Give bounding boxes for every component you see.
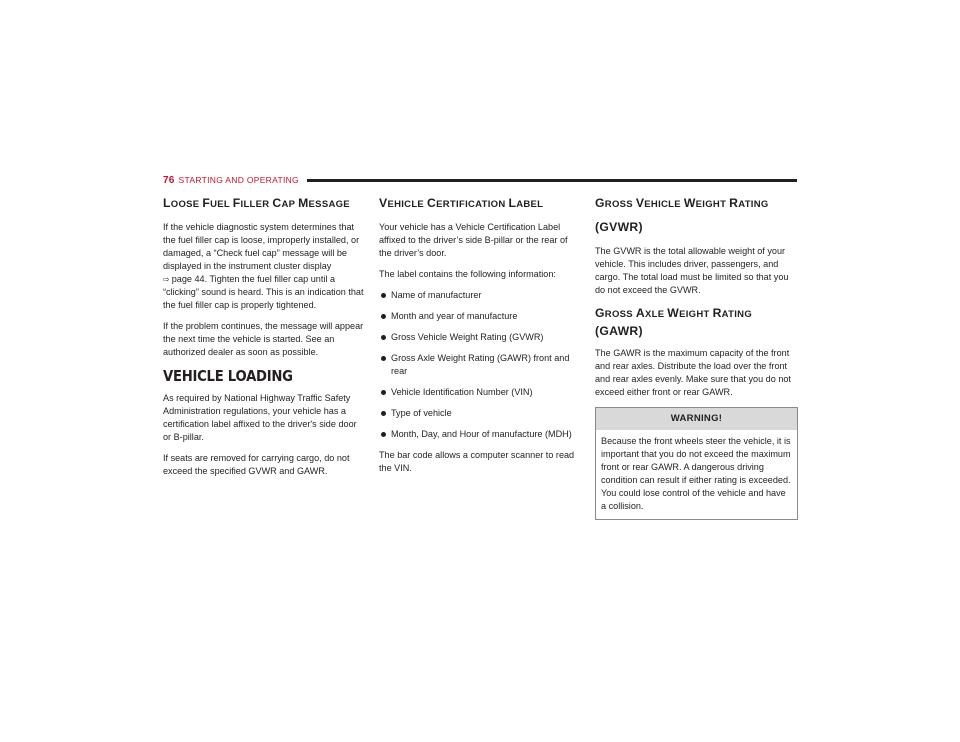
column-right: [595, 195, 798, 520]
page-number: 76: [163, 174, 175, 186]
warning-body: [596, 430, 797, 519]
column-middle: [379, 195, 582, 483]
page-reference-link[interactable]: page 44: [171, 274, 205, 284]
list-item: Vehicle Identification Number (VIN): [379, 386, 582, 399]
page-header: [163, 172, 797, 188]
paragraph-bar-code: The bar code allows a computer scanner to read the VIN.: [379, 450, 575, 473]
paragraph-fuel-cap-message: If the vehicle diagnostic system determines that the fuel filler cap is loose, improperly installed, or damaged, a “Check fuel cap” message will be displayed in the instrument cluster display ⇨ page 44. Tighten the fuel filler cap until a “clicking” sound is heard. This is an indication that the fuel filler cap is properly tightened.: [163, 222, 364, 310]
paragraph-label-contains: The label contains the following information:: [379, 269, 556, 279]
list-item: Type of vehicle: [379, 407, 582, 420]
warning-box: [595, 407, 798, 520]
paragraph-gvwr: The GVWR is the total allowable weight of your vehicle. This includes driver, passengers, and cargo. The total load must be limited so that you do not exceed the GVWR.: [595, 246, 789, 295]
paragraph-label-location: Your vehicle has a Vehicle Certification Label affixed to the driver’s side B-pillar or the rear of the driver’s door.: [379, 222, 568, 258]
column-left: [163, 195, 366, 486]
paragraph-seats-removed: If seats are removed for carrying cargo, do not exceed the specified GVWR and GAWR.: [163, 453, 350, 476]
label-info-list: [379, 289, 582, 441]
warning-title: WARNING!: [596, 408, 797, 430]
list-item: Month, Day, and Hour of manufacture (MDH): [379, 428, 582, 441]
paragraph-problem-continues: If the problem continues, the message will appear the next time the vehicle is started. See an authorized dealer as soon as possible.: [163, 321, 364, 357]
warning-text: Because the front wheels steer the vehicle, it is important that you do not exceed the maximum front or rear GAWR. A dangerous driving condition can result if either rating is exceeded. You could lose control of the vehicle and have a collision.: [601, 436, 791, 511]
list-item: Month and year of manufacture: [379, 310, 582, 323]
heading-vehicle-certification-label: VEHICLE CERTIFICATION LABEL: [379, 196, 544, 210]
page-reference-arrow-icon: ⇨: [163, 275, 170, 284]
list-item: Gross Axle Weight Rating (GAWR) front and rear: [379, 352, 582, 378]
list-item: Name of manufacturer: [379, 289, 582, 302]
paragraph-gawr: The GAWR is the maximum capacity of the front and rear axles. Distribute the load over the front and rear axles evenly. Make sure that you do not exceed either front or rear GAWR.: [595, 348, 791, 397]
section-title: STARTING AND OPERATING: [178, 175, 299, 185]
heading-loose-fuel-filler-cap: LOOSE FUEL FILLER CAP MESSAGE: [163, 196, 350, 210]
paragraph-nhtsa: As required by National Highway Traffic Safety Administration regulations, your vehicle has a certification label affixed to the driver's side door or B-pillar.: [163, 393, 357, 442]
heading-gvwr: GROSS VEHICLE WEIGHT RATING (GVWR): [595, 196, 769, 234]
header-rule: [307, 179, 797, 182]
heading-vehicle-loading: VEHICLE LOADING: [163, 367, 293, 385]
list-item: Gross Vehicle Weight Rating (GVWR): [379, 331, 582, 344]
heading-gawr: GROSS AXLE WEIGHT RATING (GAWR): [595, 306, 753, 338]
